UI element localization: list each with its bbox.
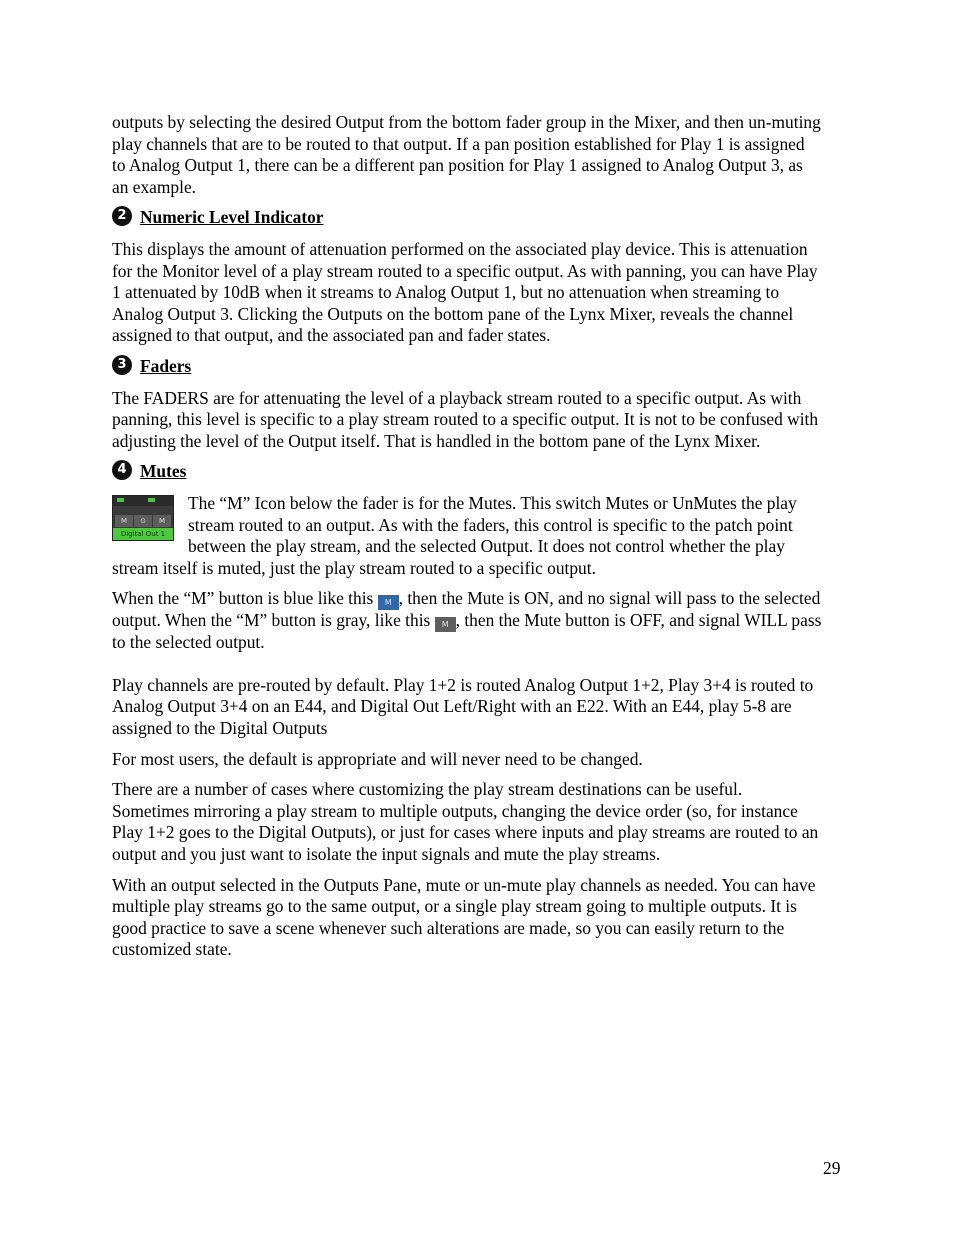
heading-faders [112,356,822,378]
mute-button-icon: M [153,515,171,527]
mute-button-icon: M [115,515,133,527]
heading-title: Faders [140,355,192,376]
heading-mutes [112,461,822,483]
text-run: , then the Mute button is OFF, and signal WILL pass to the selected output. [112,610,822,653]
text-run: When the “M” button is blue like this [112,588,378,609]
numeric-level-paragraph: This displays the amount of attenuation performed on the associated play device. This is attenuation for the Monitor level of a play stream routed to a specific output. As with panning, you can have Play 1 attenuated by 10dB when it streams to Analog Output 1, but no attenuation when streaming to Analog Output 3. Clicking the Outputs on the bottom pane of the Lynx Mixer, reveals the channel assigned to that output, and the associated pan and fader states. [112,238,818,346]
heading-numeric-level-indicator [112,207,822,229]
output-label: Digital Out 1 [113,528,173,540]
mute-on-blue-button-icon: M [378,595,399,610]
meter-bar [148,498,155,502]
page-number: 29 [823,1158,841,1178]
link-icon: ⊙ [134,515,152,527]
default-routing-paragraph: Play channels are pre-routed by default. Play 1+2 is routed Analog Output 1+2, Play 3+4 is routed to Analog Output 3+4 on an E44, and Digital Out Left/Right with an E22. With an E44, play 5-8 are assigned to the Digital Outputs [112,674,814,739]
text-run: , then the Mute is ON, and no signal will pass to the selected output. When the “M” button is gray, like this [112,588,821,631]
number-2-icon: 2 [112,206,132,226]
faders-paragraph: The FADERS are for attenuating the level of a playback stream routed to a specific output. As with panning, this level is specific to a play stream routed to a specific output. It is not to be confused with adjusting the level of the Output itself. That is handled in the bottom pane of the Lynx Mixer. [112,387,819,451]
output-selected-paragraph: With an output selected in the Outputs Pane, mute or un-mute play channels as needed. You can have multiple play streams go to the same output, or a single play stream going to multiple outputs. It is good practice to save a scene whenever such alterations are made, so you can easily return to the customized state. [112,874,816,960]
number-4-icon: 4 [112,460,132,480]
heading-title: Numeric Level Indicator [140,207,324,228]
customizing-paragraph: There are a number of cases where customizing the play stream destinations can be useful. Sometimes mirroring a play stream to multiple outputs, changing the device order (so, for instance Play 1+2 goes to the Digital Outputs), or just for cases where inputs and play streams are routed to an output and you just want to isolate the input signals and mute the play streams. [112,779,819,865]
meter-bar [117,498,124,502]
heading-title: Mutes [140,461,187,482]
mute-off-gray-button-icon: M [435,617,456,632]
document-body [112,112,822,970]
intro-paragraph: outputs by selecting the desired Output from the bottom fader group in the Mixer, and then un-muting play channels that are to be routed to that output. If a pan position established for Play 1 is assigned to Analog Output 1, there can be a different pan position for Play 1 assigned to Analog Output 3, as an example. [112,112,821,197]
number-3-icon: 3 [112,355,132,375]
default-appropriate-paragraph: For most users, the default is appropriate and will never need to be changed. [112,748,643,769]
mute-button-paragraph [112,588,822,654]
meter-strip [113,496,173,506]
mixer-mute-strip-image [112,495,174,541]
mutes-paragraph: The “M” Icon below the fader is for the Mutes. This switch Mutes or UnMutes the play stream routed to an output. As with the faders, this control is specific to the patch point between the play stream, and the selected Output. It does not control whether the play stream itself is muted, just the play stream routed to a specific output. [112,492,797,578]
mute-buttons-row [115,515,171,527]
